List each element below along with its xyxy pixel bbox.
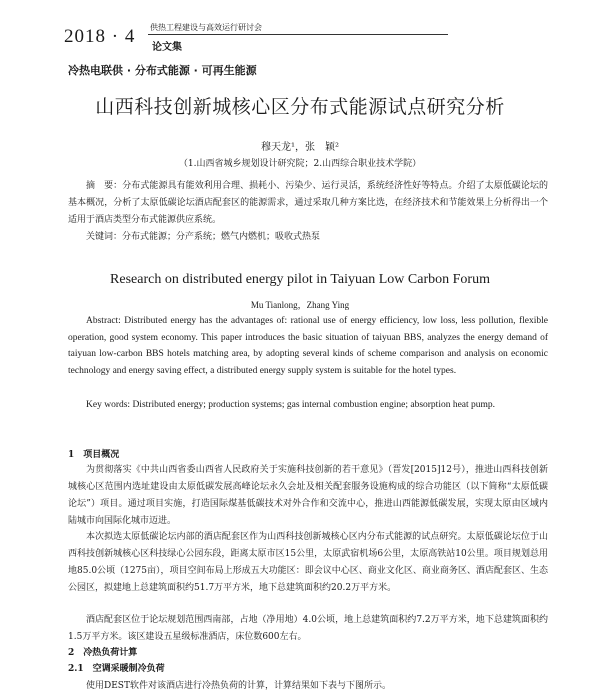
paper-title-cn: 山西科技创新城核心区分布式能源试点研究分析 [95, 96, 505, 118]
affiliation-cn: （1.山西省城乡规划设计研究院；2.山西综合职业技术学院） [178, 159, 422, 169]
journal-name: 供热工程建设与高效运行研讨会 [150, 23, 262, 32]
authors-cn: 穆天龙¹，张 颖² [260, 142, 340, 153]
section-tag: 冷热电联供 · 分布式能源 · 可再生能源 [68, 64, 257, 77]
section-heading-1: 1 项目概况 [68, 450, 120, 460]
body-paragraph-1: 为贯彻落实《中共山西省委山西省人民政府关于实施科技创新的若干意见》（晋发[2015]12号），推进山西科技创新城核心区范围内选址建设由太原低碳发展高峰论坛永久会址及相关配套服务设施构成的综合功能区（以下简称“太原低碳论坛”）项目。通过项目实施，打造国际煤基低碳技术对外合作和交流中心，推进山西能源低碳发展，实现太原由区域内陆城市向国际化城市迈进。 [68, 465, 548, 526]
abstract-cn: 摘 要：分布式能源具有能效利用合理、损耗小、污染少、运行灵活，系统经济性好等特点。介绍了太原低碳论坛的基本概况，分析了太原低碳论坛酒店配套区的能源需求，通过采取几种方案比选，在经济技术和节能效果上分析得出一个适用于酒店类型分布式能源供应系统。 [68, 181, 548, 225]
body-paragraph-4: 使用DEST软件对该酒店进行冷热负荷的计算，计算结果如下表与下图所示。 [86, 681, 391, 691]
keywords-en: Key words: Distributed energy; production systems; gas internal combustion engine; absorption heat pump. [86, 400, 496, 410]
paper-title-en: Research on distributed energy pilot in Taiyuan Low Carbon Forum [110, 272, 490, 287]
body-paragraph-2: 本次拟选太原低碳论坛内部的酒店配套区作为山西科技创新城核心区内分布式能源的试点研究。太原低碳论坛位于山西科技创新城核心区科技绿心公园东段，距离太原市区15公里，太原武宿机场6公里，太原高铁站10公里。项目规划总用地85.0公顷（1275亩），项目空间布局上形成五大功能区：即会议中心区、商业文化区、商业商务区、酒店配套区、生态公园区，拟建地上总建筑面积约51.7万平方米，地下总建筑面积约20.2万平方米。 [68, 532, 548, 593]
header-rule [148, 34, 448, 35]
series-name: 论文集 [152, 42, 182, 53]
abstract-en: Abstract: Distributed energy has the advantages of: rational use of energy efficiency, low loss, less pollution, flexible operation, good system economy. This paper introduces the basic situation of taiyuan BBS, analyzes the energy demand of taiyuan low-carbon BBS hotels matching area, by adopting several kinds of scheme comparison and analysis on economic technology and energy saving effect, a distributed energy supply system is suitable for the hotel types. [68, 316, 548, 376]
section-heading-2: 2 冷热负荷计算 [68, 648, 138, 658]
body-paragraph-3: 酒店配套区位于论坛规划范围西南部，占地（净用地）4.0公顷，地上总建筑面积约7.2万平方米，地下总建筑面积约1.5万平方米。该区建设五星级标准酒店，床位数600左右。 [68, 615, 548, 642]
issue-number: 2018 · 4 [64, 26, 136, 47]
subsection-heading-2-1: 2.1 空调采暖制冷负荷 [68, 664, 165, 674]
keywords-cn: 关键词：分布式能源；分产系统；燃气内燃机；吸收式热泵 [86, 232, 321, 242]
authors-en: Mu Tianlong，Zhang Ying [250, 300, 350, 310]
